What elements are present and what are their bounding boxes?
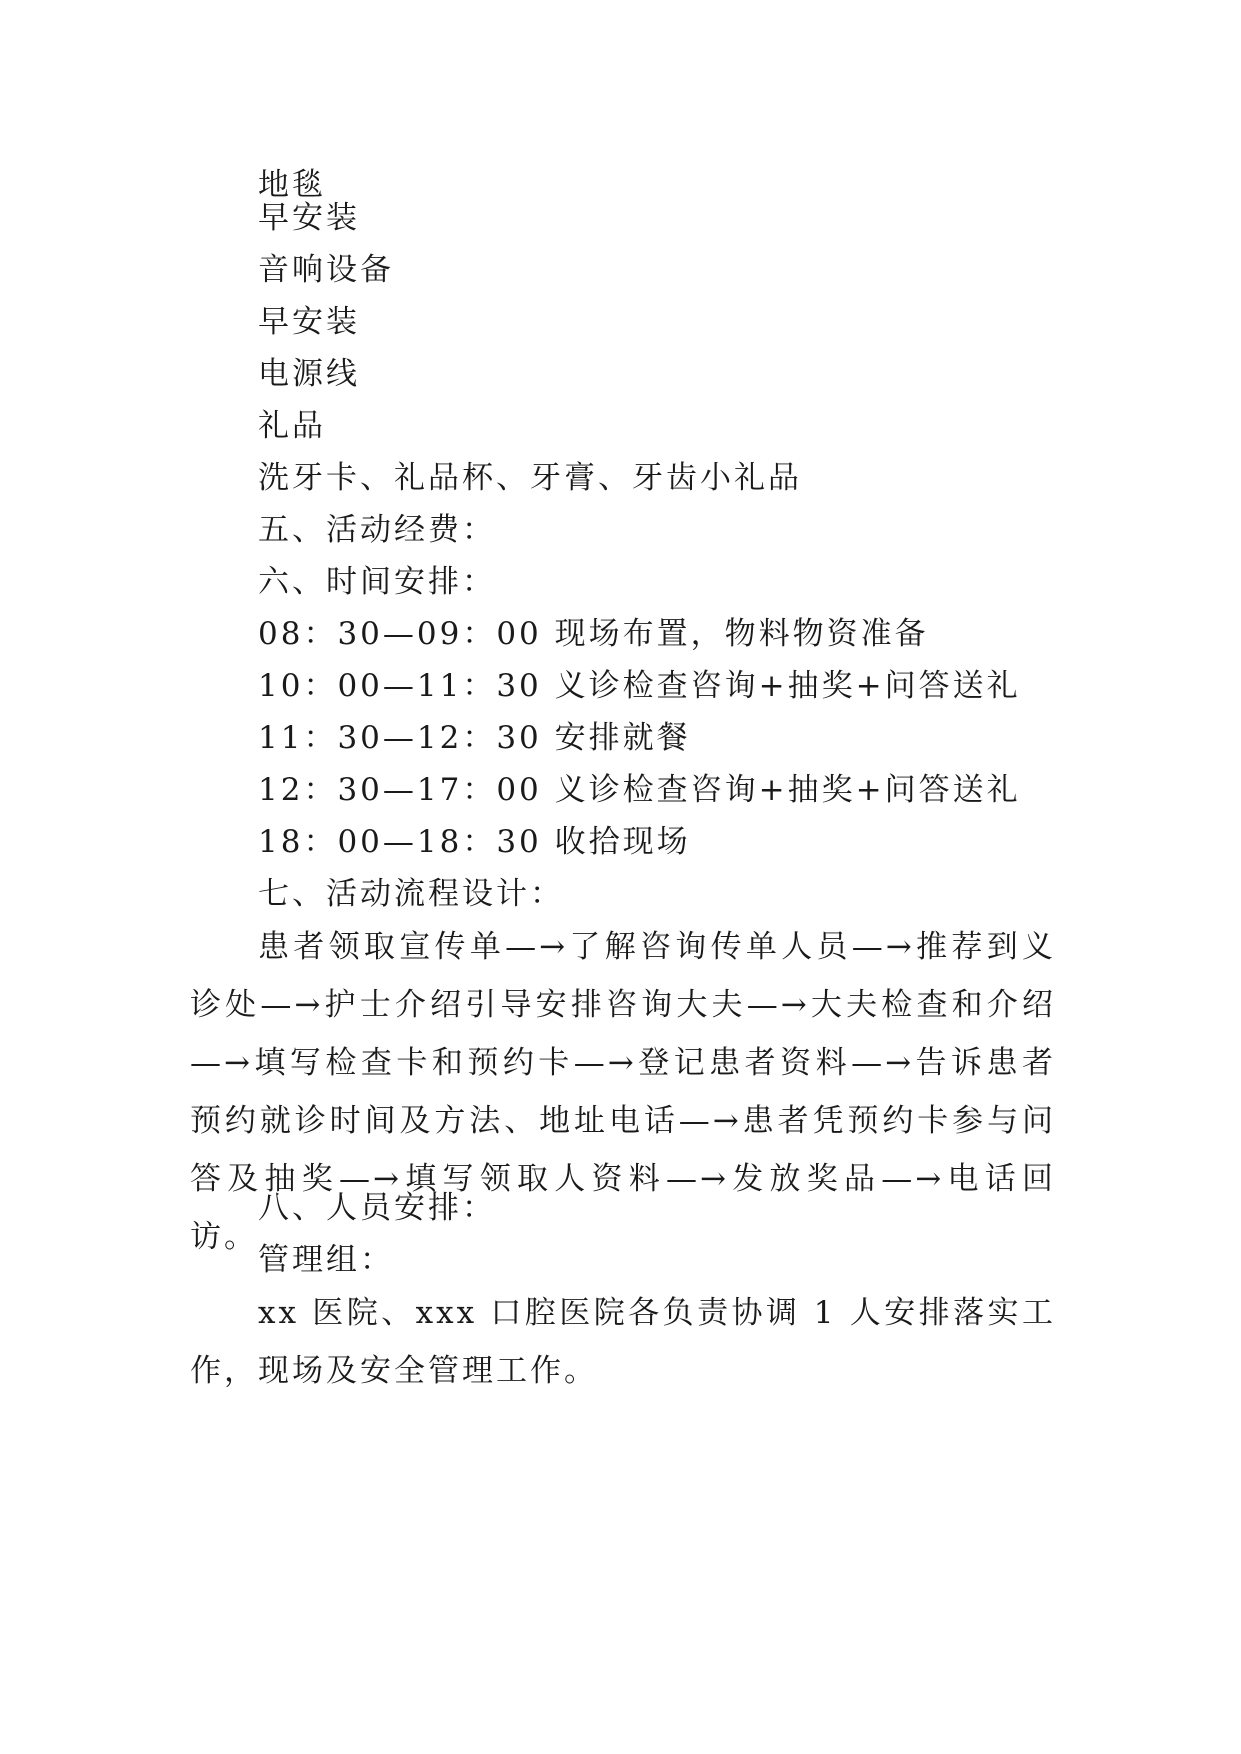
section-budget-heading: 五、活动经费：	[258, 512, 496, 548]
section-staff-heading: 八、人员安排：	[258, 1190, 496, 1226]
schedule-row-4: 12：30—17：00 义诊检查咨询+抽奖+问答送礼	[258, 772, 1021, 808]
schedule-row-1: 08：30—09：00 现场布置，物料物资准备	[258, 616, 929, 652]
item-gift-list: 洗牙卡、礼品杯、牙膏、牙齿小礼品	[258, 460, 802, 496]
management-group-heading: 管理组：	[258, 1242, 394, 1278]
schedule-row-2: 10：00—11：30 义诊检查咨询+抽奖+问答送礼	[258, 668, 1021, 704]
section-schedule-heading: 六、时间安排：	[258, 564, 496, 600]
item-install-early-1: 早安装	[258, 200, 360, 236]
item-carpet: 地毯	[258, 167, 326, 203]
item-install-early-2: 早安装	[258, 304, 360, 340]
item-sound-equipment: 音响设备	[258, 252, 394, 288]
management-paragraph: xx 医院、xxx 口腔医院各负责协调 1 人安排落实工作，现场及安全管理工作。	[190, 1295, 1056, 1389]
schedule-row-5: 18：00—18：30 收拾现场	[258, 824, 691, 860]
flow-paragraph: 患者领取宣传单—→了解咨询传单人员—→推荐到义诊处—→护士介绍引导安排咨询大夫—→大夫检查和介绍—→填写检查卡和预约卡—→登记患者资料—→告诉患者预约就诊时间及方法、地址电话—→患者凭预约卡参与问答及抽奖—→填写领取人资料—→发放奖品—→电话回访。	[190, 929, 1056, 1255]
item-power-cord: 电源线	[258, 356, 360, 392]
section-flow-heading: 七、活动流程设计：	[258, 876, 564, 912]
item-gifts: 礼品	[258, 408, 326, 444]
schedule-row-3: 11：30—12：30 安排就餐	[258, 720, 691, 756]
